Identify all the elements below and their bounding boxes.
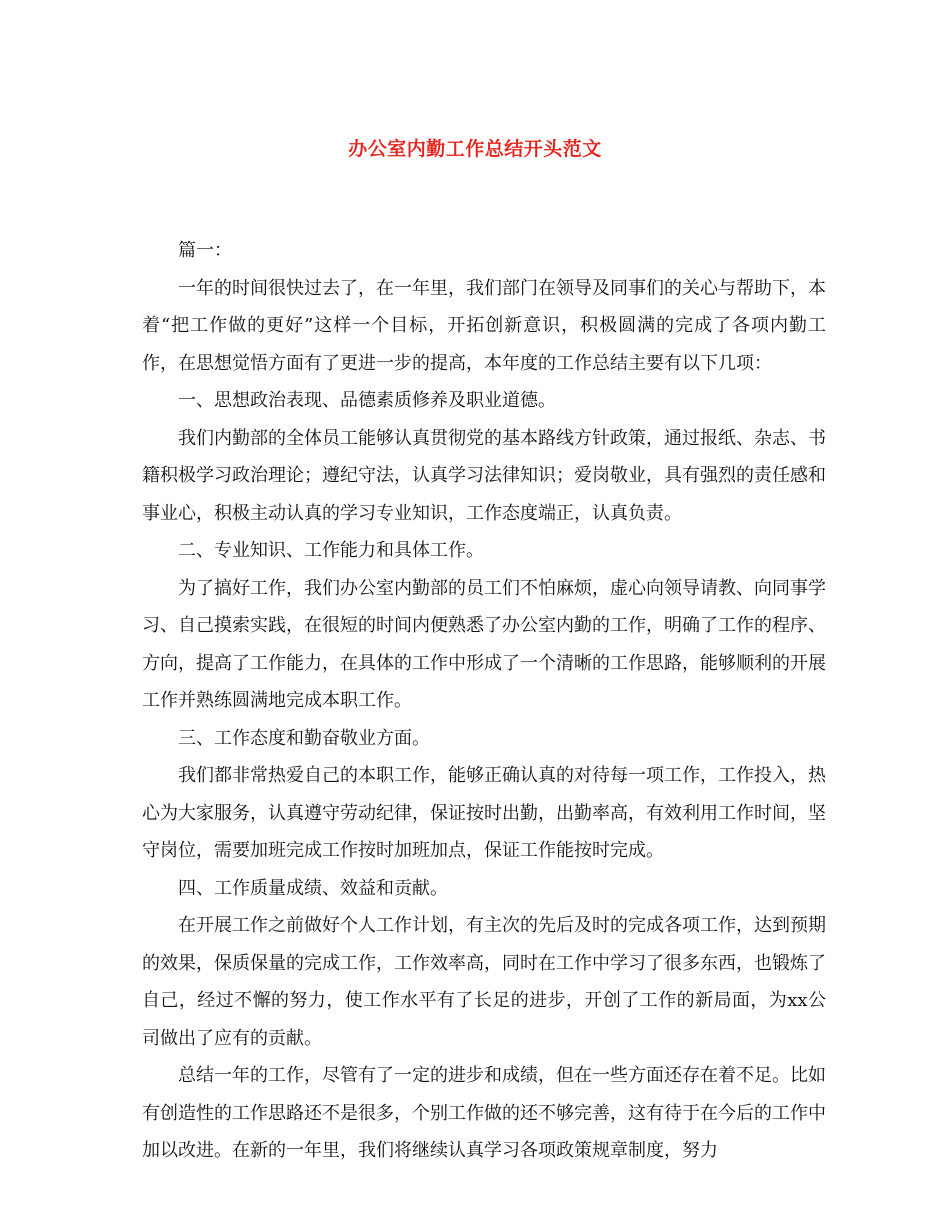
paragraph-work-quality: 在开展工作之前做好个人工作计划，有主次的先后及时的完成各项工作，达到预期的效果，保质保量的完成工作，工作效率高，同时在工作中学习了很多东西，也锻炼了自己，经过不懈的努力，使工作水平有了长足的进步，开创了工作的新局面，为xx公司做出了应有的贡献。 bbox=[142, 915, 826, 1049]
document-body bbox=[142, 232, 826, 1170]
heading-professional-knowledge: 二、专业知识、工作能力和具体工作。 bbox=[178, 540, 484, 561]
paragraph-professional-knowledge: 为了搞好工作，我们办公室内勤部的员工们不怕麻烦，虚心向领导请教、向同事学习、自己摸索实践，在很短的时间内便熟悉了办公室内勤的工作，明确了工作的程序、方向，提高了工作能力，在具体的工作中形成了一个清晰的工作思路，能够顺利的开展工作并熟练圆满地完成本职工作。 bbox=[142, 577, 826, 711]
heading-work-quality: 四、工作质量成绩、效益和贡献。 bbox=[178, 877, 448, 899]
paragraph-political-performance: 我们内勤部的全体员工能够认真贯彻党的基本路线方针政策，通过报纸、杂志、书籍积极学习政治理论；遵纪守法，认真学习法律知识；爱岗敬业，具有强烈的责任感和事业心，积极主动认真的学习专业知识，工作态度端正，认真负责。 bbox=[142, 427, 826, 524]
paragraph-work-attitude: 我们都非常热爱自己的本职工作，能够正确认真的对待每一项工作，工作投入，热心为大家服务，认真遵守劳动纪律，保证按时出勤，出勤率高，有效利用工作时间，坚守岗位，需要加班完成工作按时加班加点，保证工作能按时完成。 bbox=[142, 765, 826, 861]
paragraph-summary: 总结一年的工作，尽管有了一定的进步和成绩，但在一些方面还存在着不足。比如有创造性的工作思路还不是很多，个别工作做的还不够完善，这有待于在今后的工作中加以改进。在新的一年里，我们将继续认真学习各项政策规章制度，努力 bbox=[142, 1065, 826, 1161]
heading-work-attitude: 三、工作态度和勤奋敬业方面。 bbox=[178, 727, 430, 749]
paragraph-section-label: 篇一： bbox=[178, 240, 232, 261]
document-title: 办公室内勤工作总结开头范文 bbox=[348, 138, 602, 160]
paragraph-intro: 一年的时间很快过去了，在一年里，我们部门在领导及同事们的关心与帮助下，本着“把工作做的更好”这样一个目标，开拓创新意识，积极圆满的完成了各项内勤工作，在思想觉悟方面有了更进一步的提高，本年度的工作总结主要有以下几项： bbox=[142, 277, 826, 374]
heading-political-performance: 一、思想政治表现、品德素质修养及职业道德。 bbox=[178, 390, 556, 411]
